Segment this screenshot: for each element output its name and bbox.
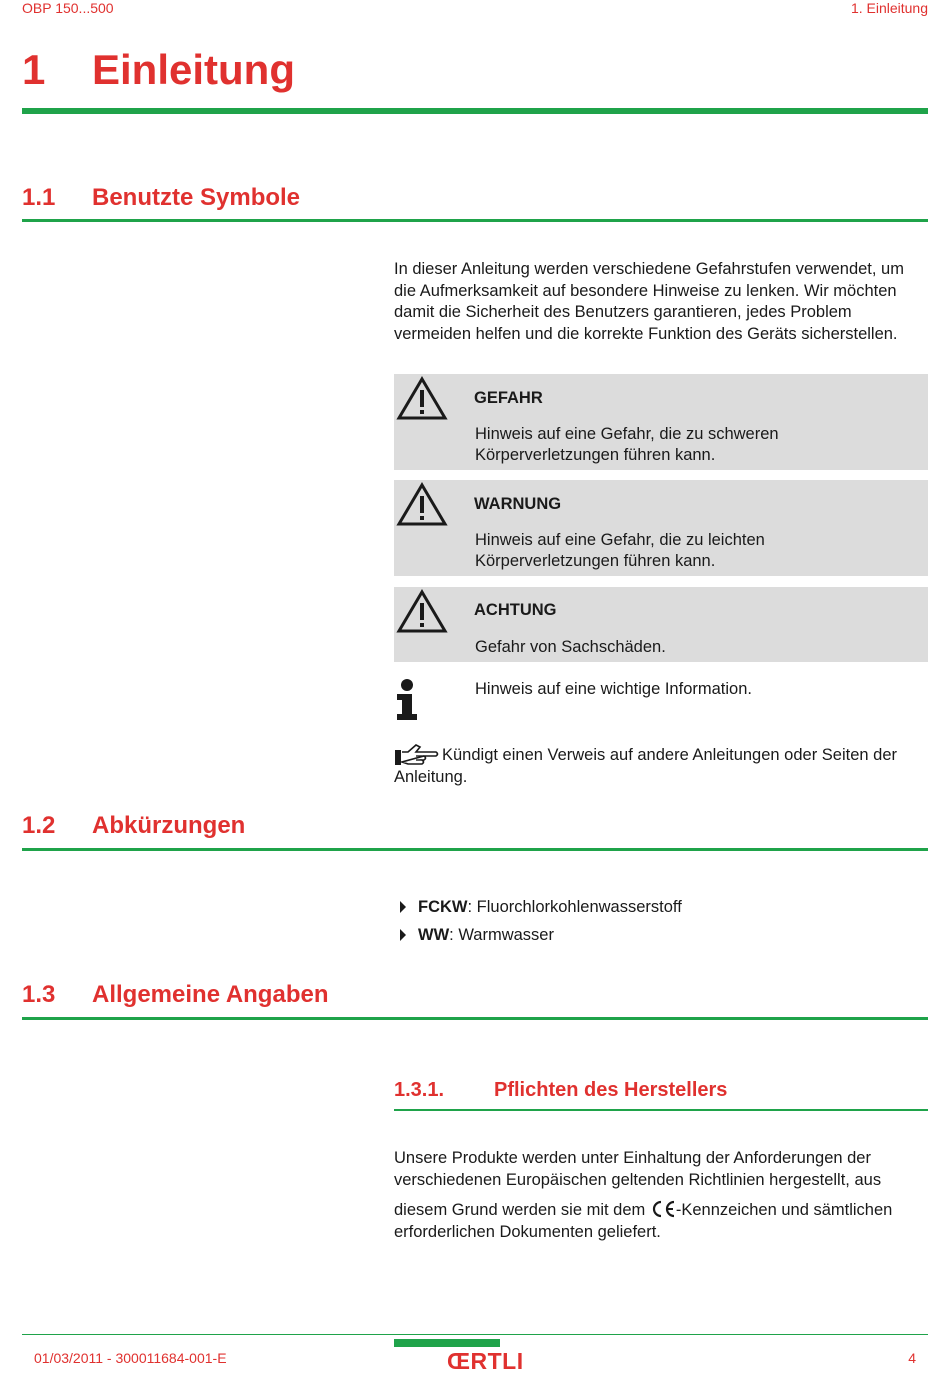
chapter-title-text: Einleitung: [92, 46, 295, 93]
chapter-number: 1: [22, 46, 46, 93]
subsection-title-text: Pflichten des Herstellers: [494, 1079, 728, 1101]
bullet-icon: [400, 929, 406, 941]
warning-text-line1: Gefahr von Sachschäden.: [475, 638, 666, 656]
manufacturer-text: -Kennzeichen und sämtlichen: [675, 1201, 893, 1219]
section-rule: [22, 848, 928, 851]
section-number: 1.2: [22, 812, 56, 839]
warning-triangle-icon: [396, 589, 448, 635]
warning-title: GEFAHR: [474, 389, 543, 407]
warning-box-gefahr: [394, 374, 928, 470]
reference-text: Kündigt einen Verweis auf andere Anleitungen oder Seiten der Anleitung.: [394, 746, 897, 786]
section-title-text: Benutzte Symbole: [92, 184, 301, 211]
ce-mark-icon: [650, 1200, 676, 1218]
warning-title: WARNUNG: [474, 495, 562, 513]
abbreviation-meaning: : Fluorchlorkohlenwasserstoff: [467, 898, 682, 916]
section-title-text: Abkürzungen: [92, 812, 246, 839]
section-title-text: Allgemeine Angaben: [92, 981, 329, 1008]
section-title-1-2: [22, 812, 245, 840]
subsection-title: [394, 1079, 727, 1102]
section-rule: [22, 1017, 928, 1020]
warning-text-line2: Körperverletzungen führen kann.: [475, 552, 716, 570]
section-rule: [22, 219, 928, 222]
subsection-rule: [394, 1109, 928, 1111]
warning-box-achtung: [394, 587, 928, 662]
warning-triangle-icon: [396, 376, 448, 422]
abbreviation: FCKW: [418, 898, 468, 916]
list-item: [400, 926, 554, 945]
manufacturer-paragraph-2: [394, 1200, 892, 1222]
list-item: [400, 898, 682, 917]
manufacturer-text: diesem Grund werden sie mit dem: [394, 1201, 650, 1219]
warning-box-warnung: [394, 480, 928, 576]
warning-text-line1: Hinweis auf eine Gefahr, die zu schweren: [475, 425, 779, 443]
manufacturer-paragraph-1: Unsere Produkte werden unter Einhaltung der Anforderungen der verschiedenen Europäischen geltenden Richtlinien hergestellt, aus: [394, 1149, 882, 1189]
bullet-icon: [400, 901, 406, 913]
warning-text-line2: Körperverletzungen führen kann.: [475, 446, 716, 464]
warning-triangle-icon: [396, 482, 448, 528]
warning-title: ACHTUNG: [474, 601, 557, 619]
logo-bar: [394, 1339, 500, 1347]
info-text: Hinweis auf eine wichtige Information.: [475, 680, 752, 698]
header-right: 1. Einleitung: [850, 0, 928, 16]
header-left: OBP 150...500: [22, 0, 114, 16]
section-title-1-3: [22, 981, 328, 1009]
footer-rule: [22, 1334, 928, 1335]
chapter-title: [22, 46, 295, 94]
page-number: 4: [908, 1350, 916, 1366]
info-icon: [394, 678, 420, 722]
intro-paragraph: In dieser Anleitung werden verschiedene Gefahrstufen verwendet, um die Aufmerksamkeit auf besondere Hinweise zu lenken. Wir möchten damit die Sicherheit des Benutzers garantieren, jedes Problem vermeiden helfen und die korrekte Funktion des Geräts sicherstellen.: [394, 260, 904, 343]
abbreviation: WW: [418, 926, 450, 944]
chapter-rule: [22, 108, 928, 114]
warning-text-line1: Hinweis auf eine Gefahr, die zu leichten: [475, 531, 765, 549]
subsection-number: 1.3.1.: [394, 1079, 445, 1101]
footer-document-id: 01/03/2011 - 300011684-001-E: [34, 1350, 227, 1366]
manufacturer-paragraph-3: erforderlichen Dokumenten geliefert.: [394, 1223, 661, 1241]
section-number: 1.1: [22, 184, 56, 211]
oertli-logo: ŒRTLI: [447, 1348, 524, 1374]
section-title-1-1: [22, 184, 300, 212]
section-number: 1.3: [22, 981, 56, 1008]
abbreviation-meaning: : Warmwasser: [449, 926, 554, 944]
